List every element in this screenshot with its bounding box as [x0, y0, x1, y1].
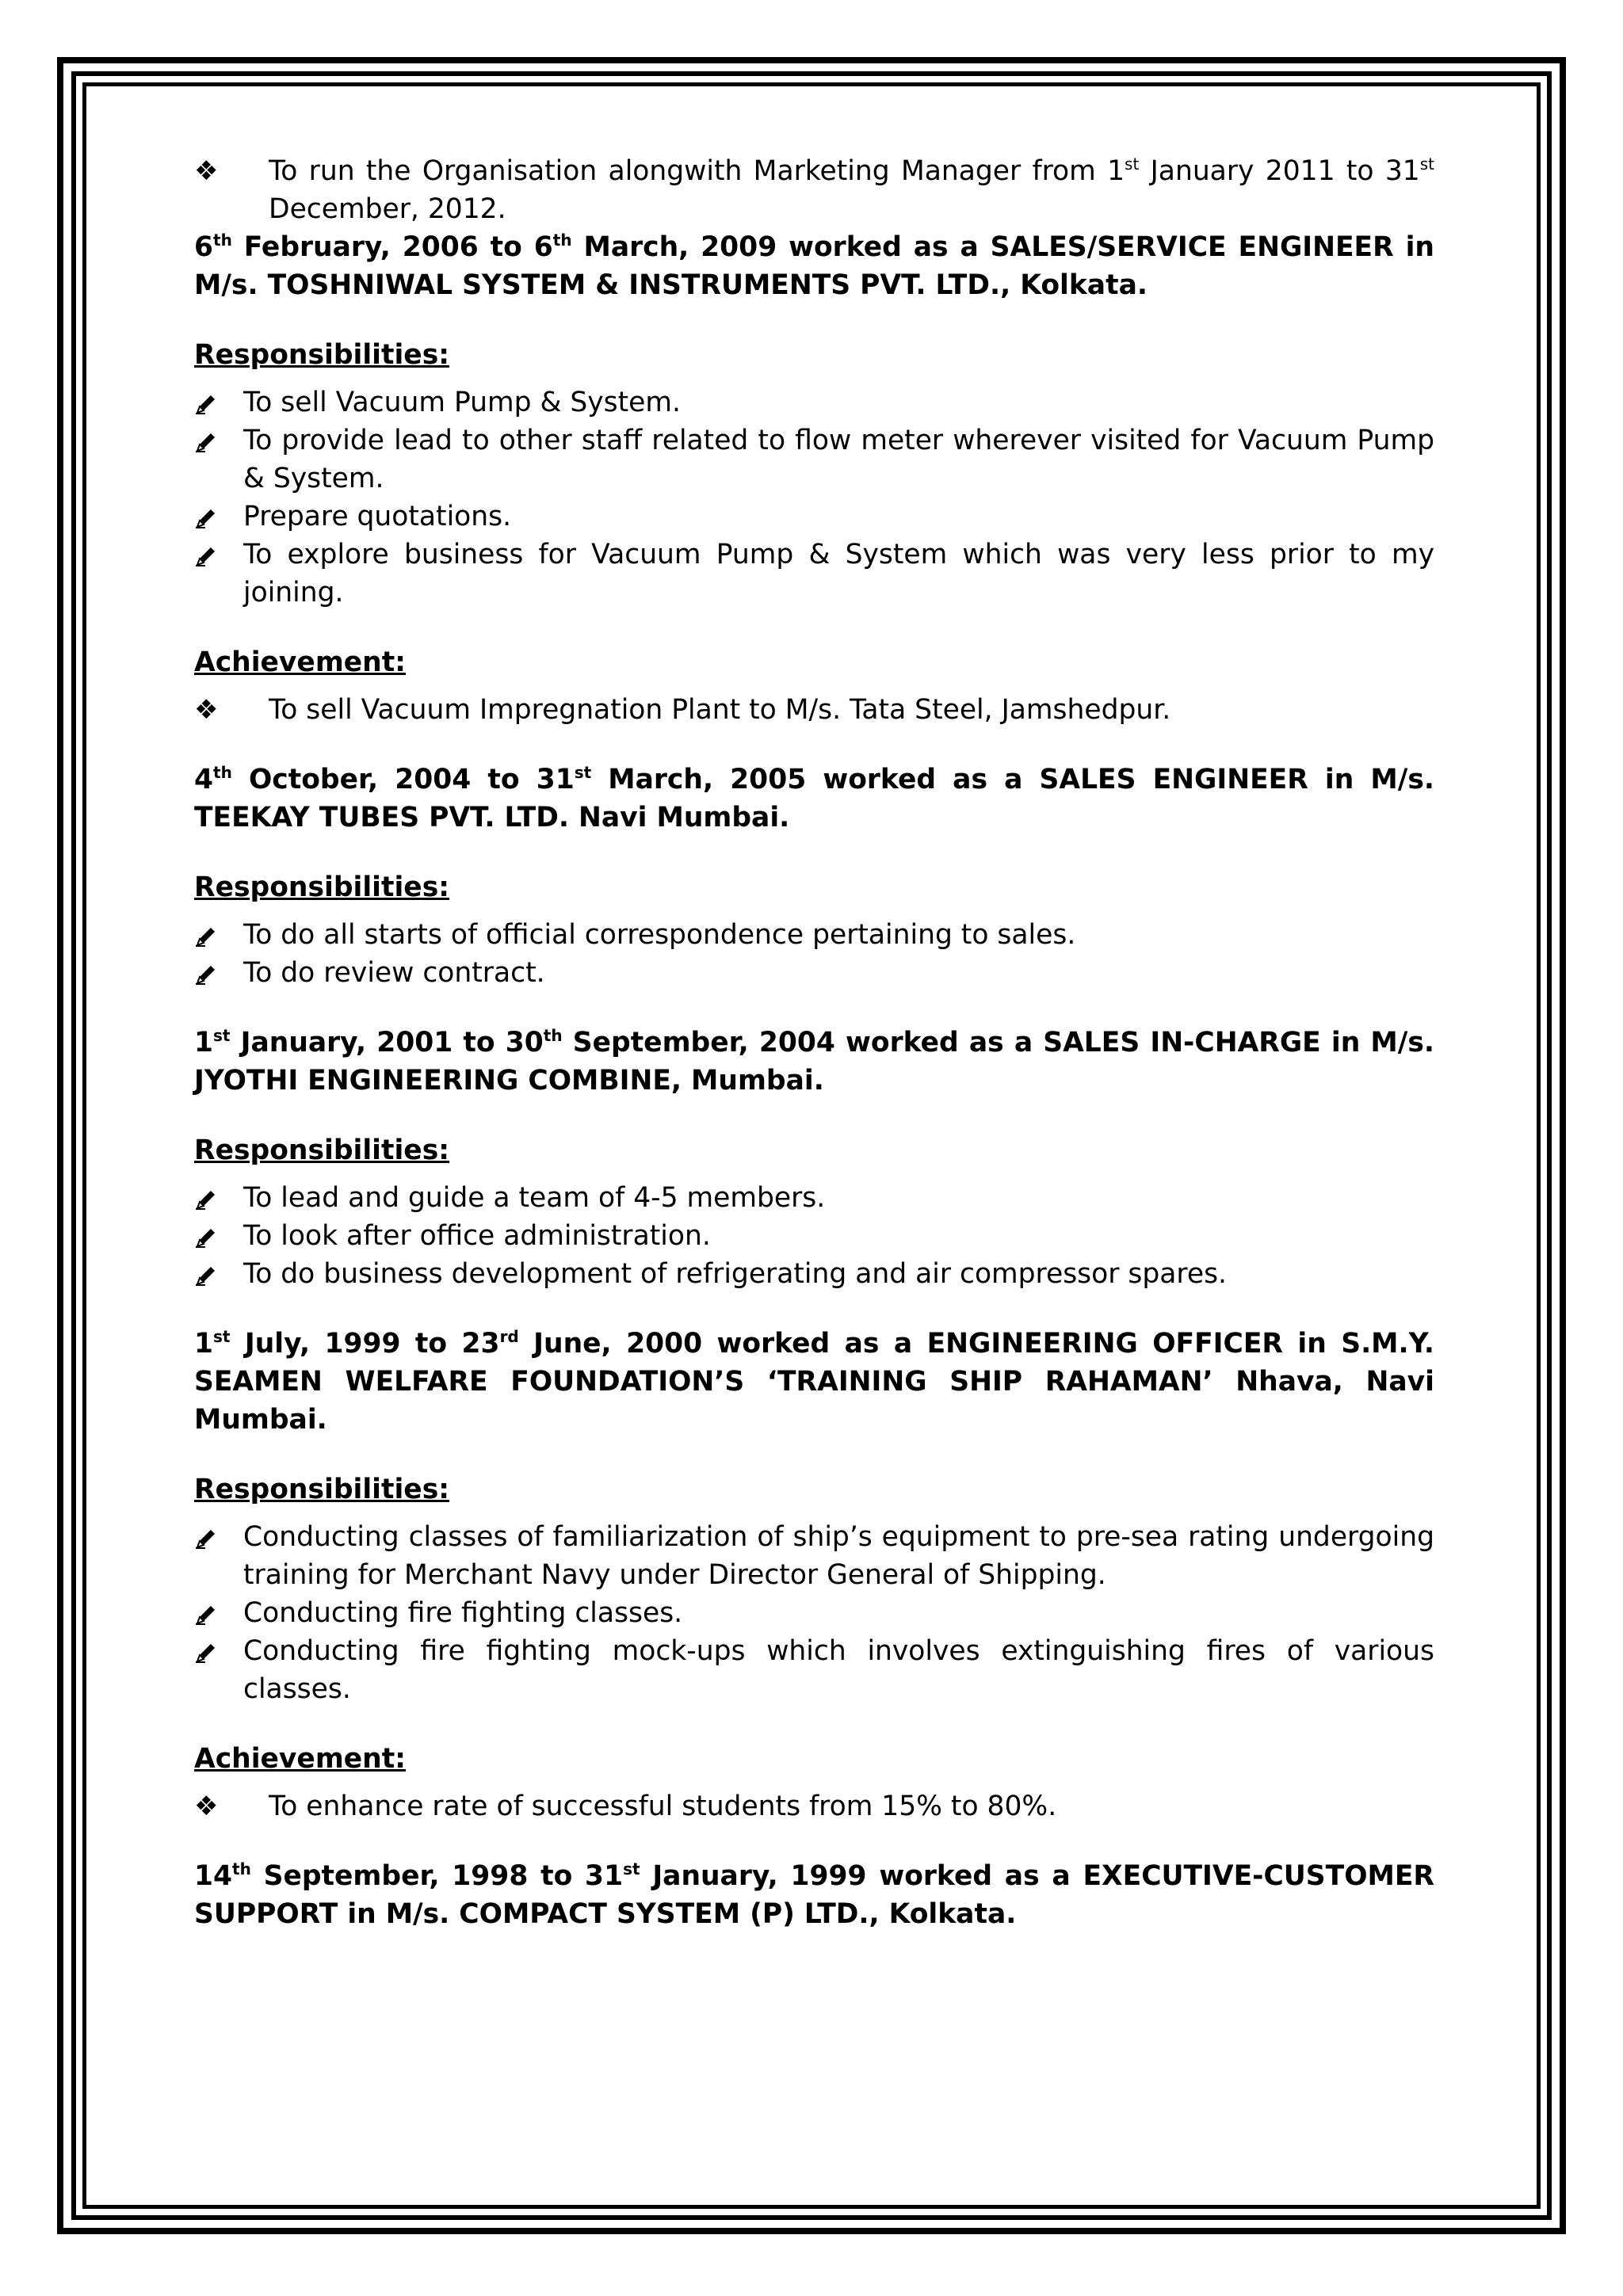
list-item — [194, 1787, 1434, 1825]
pencil-bullet-icon — [194, 1594, 243, 1632]
responsibility-text: To look after office administration. — [243, 1220, 711, 1252]
pencil-bullet-icon — [194, 1217, 243, 1255]
pencil-bullet-icon — [194, 1518, 243, 1556]
resume-content — [194, 152, 1434, 1933]
responsibility-text: Conducting fire fighting classes. — [243, 1597, 683, 1629]
list-item — [194, 691, 1434, 729]
responsibility-text: To provide lead to other staff related to flow meter wherever visited for Vacuum Pump & System. — [243, 425, 1434, 494]
four-diamond-bullet-icon: ❖ — [194, 155, 219, 187]
pencil-bullet-icon — [194, 536, 243, 574]
job-heading-compact-system: 14th September, 1998 to 31st January, 1999 worked as a EXECUTIVE-CUSTOMER SUPPORT in M/s. COMPACT SYSTEM (P) LTD., Kolkata. — [194, 1859, 1434, 1930]
list-item — [194, 421, 1434, 498]
pencil-bullet-icon — [194, 383, 243, 421]
job-heading-teekay: 4th October, 2004 to 31st March, 2005 worked as a SALES ENGINEER in M/s. TEEKAY TUBES PVT. LTD. Navi Mumbai. — [194, 763, 1434, 833]
list-item — [194, 916, 1434, 954]
intro-bullet — [194, 152, 1434, 228]
pencil-bullet-icon — [194, 954, 243, 992]
intro-bullet-text: To run the Organisation alongwith Marketing Manager from 1st January 2011 to 31st December, 2012. — [269, 154, 1434, 225]
pencil-bullet-icon — [194, 1632, 243, 1670]
list-item — [194, 1632, 1434, 1708]
responsibility-text: Conducting fire fighting mock-ups which involves extinguishing fires of various classes. — [243, 1635, 1434, 1705]
job-heading-toshniwal: 6th February, 2006 to 6th March, 2009 worked as a SALES/SERVICE ENGINEER in M/s. TOSHNIWAL SYSTEM & INSTRUMENTS PVT. LTD., Kolkata. — [194, 231, 1434, 301]
pencil-bullet-icon — [194, 421, 243, 460]
list-item — [194, 1518, 1434, 1594]
job-heading-jyothi: 1st January, 2001 to 30th September, 2004 worked as a SALES IN-CHARGE in M/s. JYOTHI ENGINEERING COMBINE, Mumbai. — [194, 1026, 1434, 1097]
responsibility-text: To sell Vacuum Pump & System. — [243, 387, 681, 418]
responsibility-text: To do all starts of official correspondence pertaining to sales. — [243, 919, 1076, 951]
section-title-achievement: Achievement: — [194, 646, 407, 678]
list-item — [194, 954, 1434, 992]
section-title-responsibilities: Responsibilities: — [194, 339, 450, 371]
pencil-bullet-icon — [194, 498, 243, 536]
list-item — [194, 383, 1434, 421]
list-item — [194, 1594, 1434, 1632]
job-heading-smy-seamen: 1st July, 1999 to 23rd June, 2000 worked as a ENGINEERING OFFICER in S.M.Y. SEAMEN WELFARE FOUNDATION’S ‘TRAINING SHIP RAHAMAN’ Nhava, Navi Mumbai. — [194, 1327, 1434, 1436]
pencil-bullet-icon — [194, 1179, 243, 1217]
list-item — [194, 1217, 1434, 1255]
four-diamond-bullet-icon: ❖ — [194, 694, 219, 726]
responsibility-text: Conducting classes of familiarization of ship’s equipment to pre-sea rating undergoing training for Merchant Navy under Director General of Shipping. — [243, 1521, 1434, 1591]
responsibility-text: To do review contract. — [243, 957, 545, 989]
list-item — [194, 498, 1434, 536]
responsibility-text: To explore business for Vacuum Pump & System which was very less prior to my joining. — [243, 539, 1434, 608]
four-diamond-bullet-icon: ❖ — [194, 1791, 219, 1822]
list-item — [194, 1179, 1434, 1217]
achievement-text: To enhance rate of successful students from 15% to 80%. — [269, 1791, 1057, 1822]
responsibility-text: To lead and guide a team of 4-5 members. — [243, 1182, 826, 1214]
section-title-responsibilities: Responsibilities: — [194, 1474, 450, 1505]
list-item — [194, 536, 1434, 612]
achievement-text: To sell Vacuum Impregnation Plant to M/s. Tata Steel, Jamshedpur. — [269, 694, 1171, 726]
section-title-achievement: Achievement: — [194, 1743, 407, 1775]
responsibility-text: Prepare quotations. — [243, 501, 512, 532]
pencil-bullet-icon — [194, 1255, 243, 1293]
pencil-bullet-icon — [194, 916, 243, 954]
list-item — [194, 1255, 1434, 1293]
responsibility-text: To do business development of refrigerating and air compressor spares. — [243, 1258, 1228, 1290]
section-title-responsibilities: Responsibilities: — [194, 1135, 450, 1166]
section-title-responsibilities: Responsibilities: — [194, 871, 450, 903]
